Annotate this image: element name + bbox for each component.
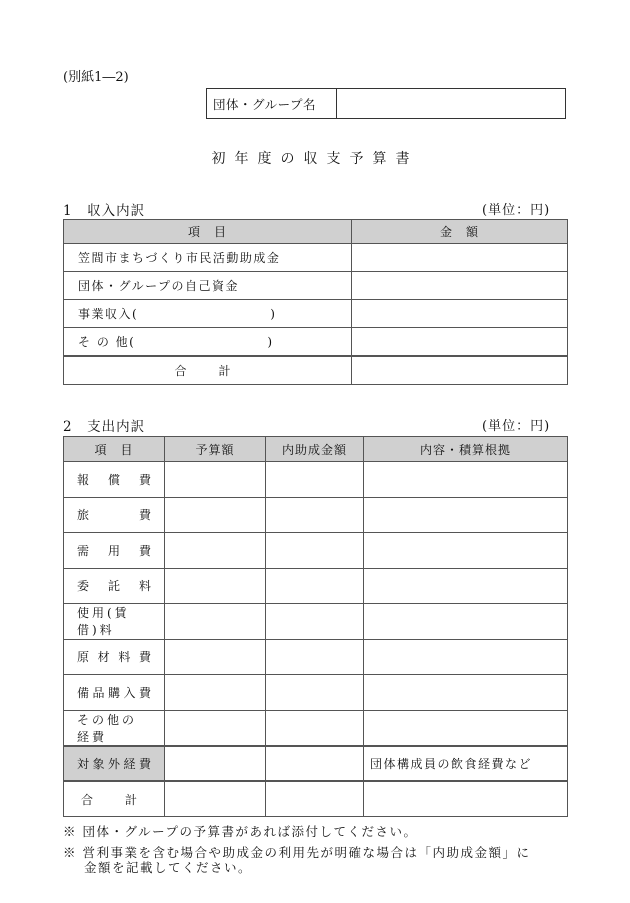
budget-cell[interactable] [165, 675, 266, 711]
grant-cell[interactable] [266, 533, 364, 569]
income-total-cell[interactable] [352, 356, 568, 385]
income-amount-cell[interactable] [352, 328, 568, 356]
grant-cell[interactable] [266, 604, 364, 640]
income-amount-cell[interactable] [352, 272, 568, 300]
income-heading: 1 収入内訳 [63, 203, 146, 219]
grant-cell[interactable] [266, 462, 364, 498]
budget-cell[interactable] [165, 533, 266, 569]
table-row [64, 300, 568, 328]
detail-close-paren: ) [267, 334, 274, 349]
budget-cell[interactable] [165, 462, 266, 498]
income-total-row [64, 356, 568, 385]
basis-total-cell[interactable] [364, 781, 568, 817]
basis-cell[interactable] [364, 675, 568, 711]
expense-item: 需 用 費 [77, 543, 151, 558]
income-item-with-detail[interactable] [64, 328, 352, 356]
table-row [64, 675, 568, 711]
detail-close-paren: ) [270, 307, 277, 321]
table-row [64, 328, 568, 356]
attachment-label: (別紙1―2) [63, 70, 129, 85]
income-table [63, 219, 568, 385]
expense-item: 旅 費 [77, 508, 151, 523]
grant-cell[interactable] [266, 675, 364, 711]
budget-cell[interactable] [165, 497, 266, 533]
income-col-amount: 金 額 [352, 220, 568, 244]
table-row [64, 639, 568, 675]
basis-cell[interactable] [364, 568, 568, 604]
budget-cell[interactable] [165, 710, 266, 746]
excluded-expense-row [64, 746, 568, 782]
expense-col-basis: 内容・積算根拠 [364, 437, 568, 462]
budget-cell[interactable] [165, 746, 266, 782]
income-item: 団体・グループの自己資金 [64, 272, 352, 300]
expense-col-grant: 内助成金額 [266, 437, 364, 462]
footnote-grant-cont: 金額を記載してください。 [84, 860, 253, 875]
table-row [64, 533, 568, 569]
income-item: そ の 他( [78, 334, 136, 349]
expense-item: 原 材 料 費 [77, 650, 151, 665]
page-title: 初年度の収支予算書 [211, 151, 419, 167]
basis-cell[interactable] [364, 497, 568, 533]
expense-unit: (単位：円) [482, 419, 551, 434]
grant-cell[interactable] [266, 746, 364, 782]
basis-cell[interactable] [364, 533, 568, 569]
income-unit: (単位：円) [482, 203, 551, 218]
expense-heading: 2 支出内訳 [63, 419, 146, 435]
grant-cell[interactable] [266, 639, 364, 675]
expense-item: 使用(賃借)料 [77, 606, 130, 638]
table-row [64, 244, 568, 272]
excluded-expense-note: 団体構成員の飲食経費など [364, 746, 568, 782]
table-row [64, 568, 568, 604]
table-row [64, 497, 568, 533]
expense-item: その他の経費 [77, 712, 138, 744]
budget-cell[interactable] [165, 568, 266, 604]
budget-cell[interactable] [165, 604, 266, 640]
footnote-grant: ※ 営利事業を含む場合や助成金の利用先が明確な場合は「内助成金額」に [63, 845, 531, 860]
income-amount-cell[interactable] [352, 244, 568, 272]
grant-total-cell[interactable] [266, 781, 364, 817]
footnote-attach: ※ 団体・グループの予算書があれば添付してください。 [63, 824, 418, 839]
group-name-field[interactable] [337, 89, 565, 118]
basis-cell[interactable] [364, 462, 568, 498]
grant-cell[interactable] [266, 710, 364, 746]
grant-cell[interactable] [266, 497, 364, 533]
expense-col-item: 項 目 [64, 437, 165, 462]
budget-total-cell[interactable] [165, 781, 266, 817]
income-item-with-detail[interactable] [64, 300, 352, 328]
table-row [64, 272, 568, 300]
income-total-label: 合 計 [64, 356, 352, 385]
budget-cell[interactable] [165, 639, 266, 675]
expense-item: 報 償 費 [77, 472, 151, 487]
expense-table [63, 436, 568, 817]
income-item: 事業収入( [78, 307, 139, 321]
expense-total-label: 合 計 [64, 781, 165, 817]
table-row [64, 604, 568, 640]
expense-col-budget: 予算額 [165, 437, 266, 462]
group-name-label: 団体・グループ名 [207, 89, 337, 118]
basis-cell[interactable] [364, 639, 568, 675]
grant-cell[interactable] [266, 568, 364, 604]
excluded-expense-label: 対 象 外 経 費 [77, 756, 151, 771]
income-item: 笠間市まちづくり市民活動助成金 [64, 244, 352, 272]
table-row [64, 710, 568, 746]
table-row [64, 462, 568, 498]
expense-total-row [64, 781, 568, 817]
group-name-box [206, 88, 566, 119]
expense-item: 備 品 購 入 費 [77, 685, 151, 700]
income-col-item: 項 目 [64, 220, 352, 244]
basis-cell[interactable] [364, 604, 568, 640]
expense-item: 委 託 料 [77, 579, 151, 594]
basis-cell[interactable] [364, 710, 568, 746]
income-amount-cell[interactable] [352, 300, 568, 328]
